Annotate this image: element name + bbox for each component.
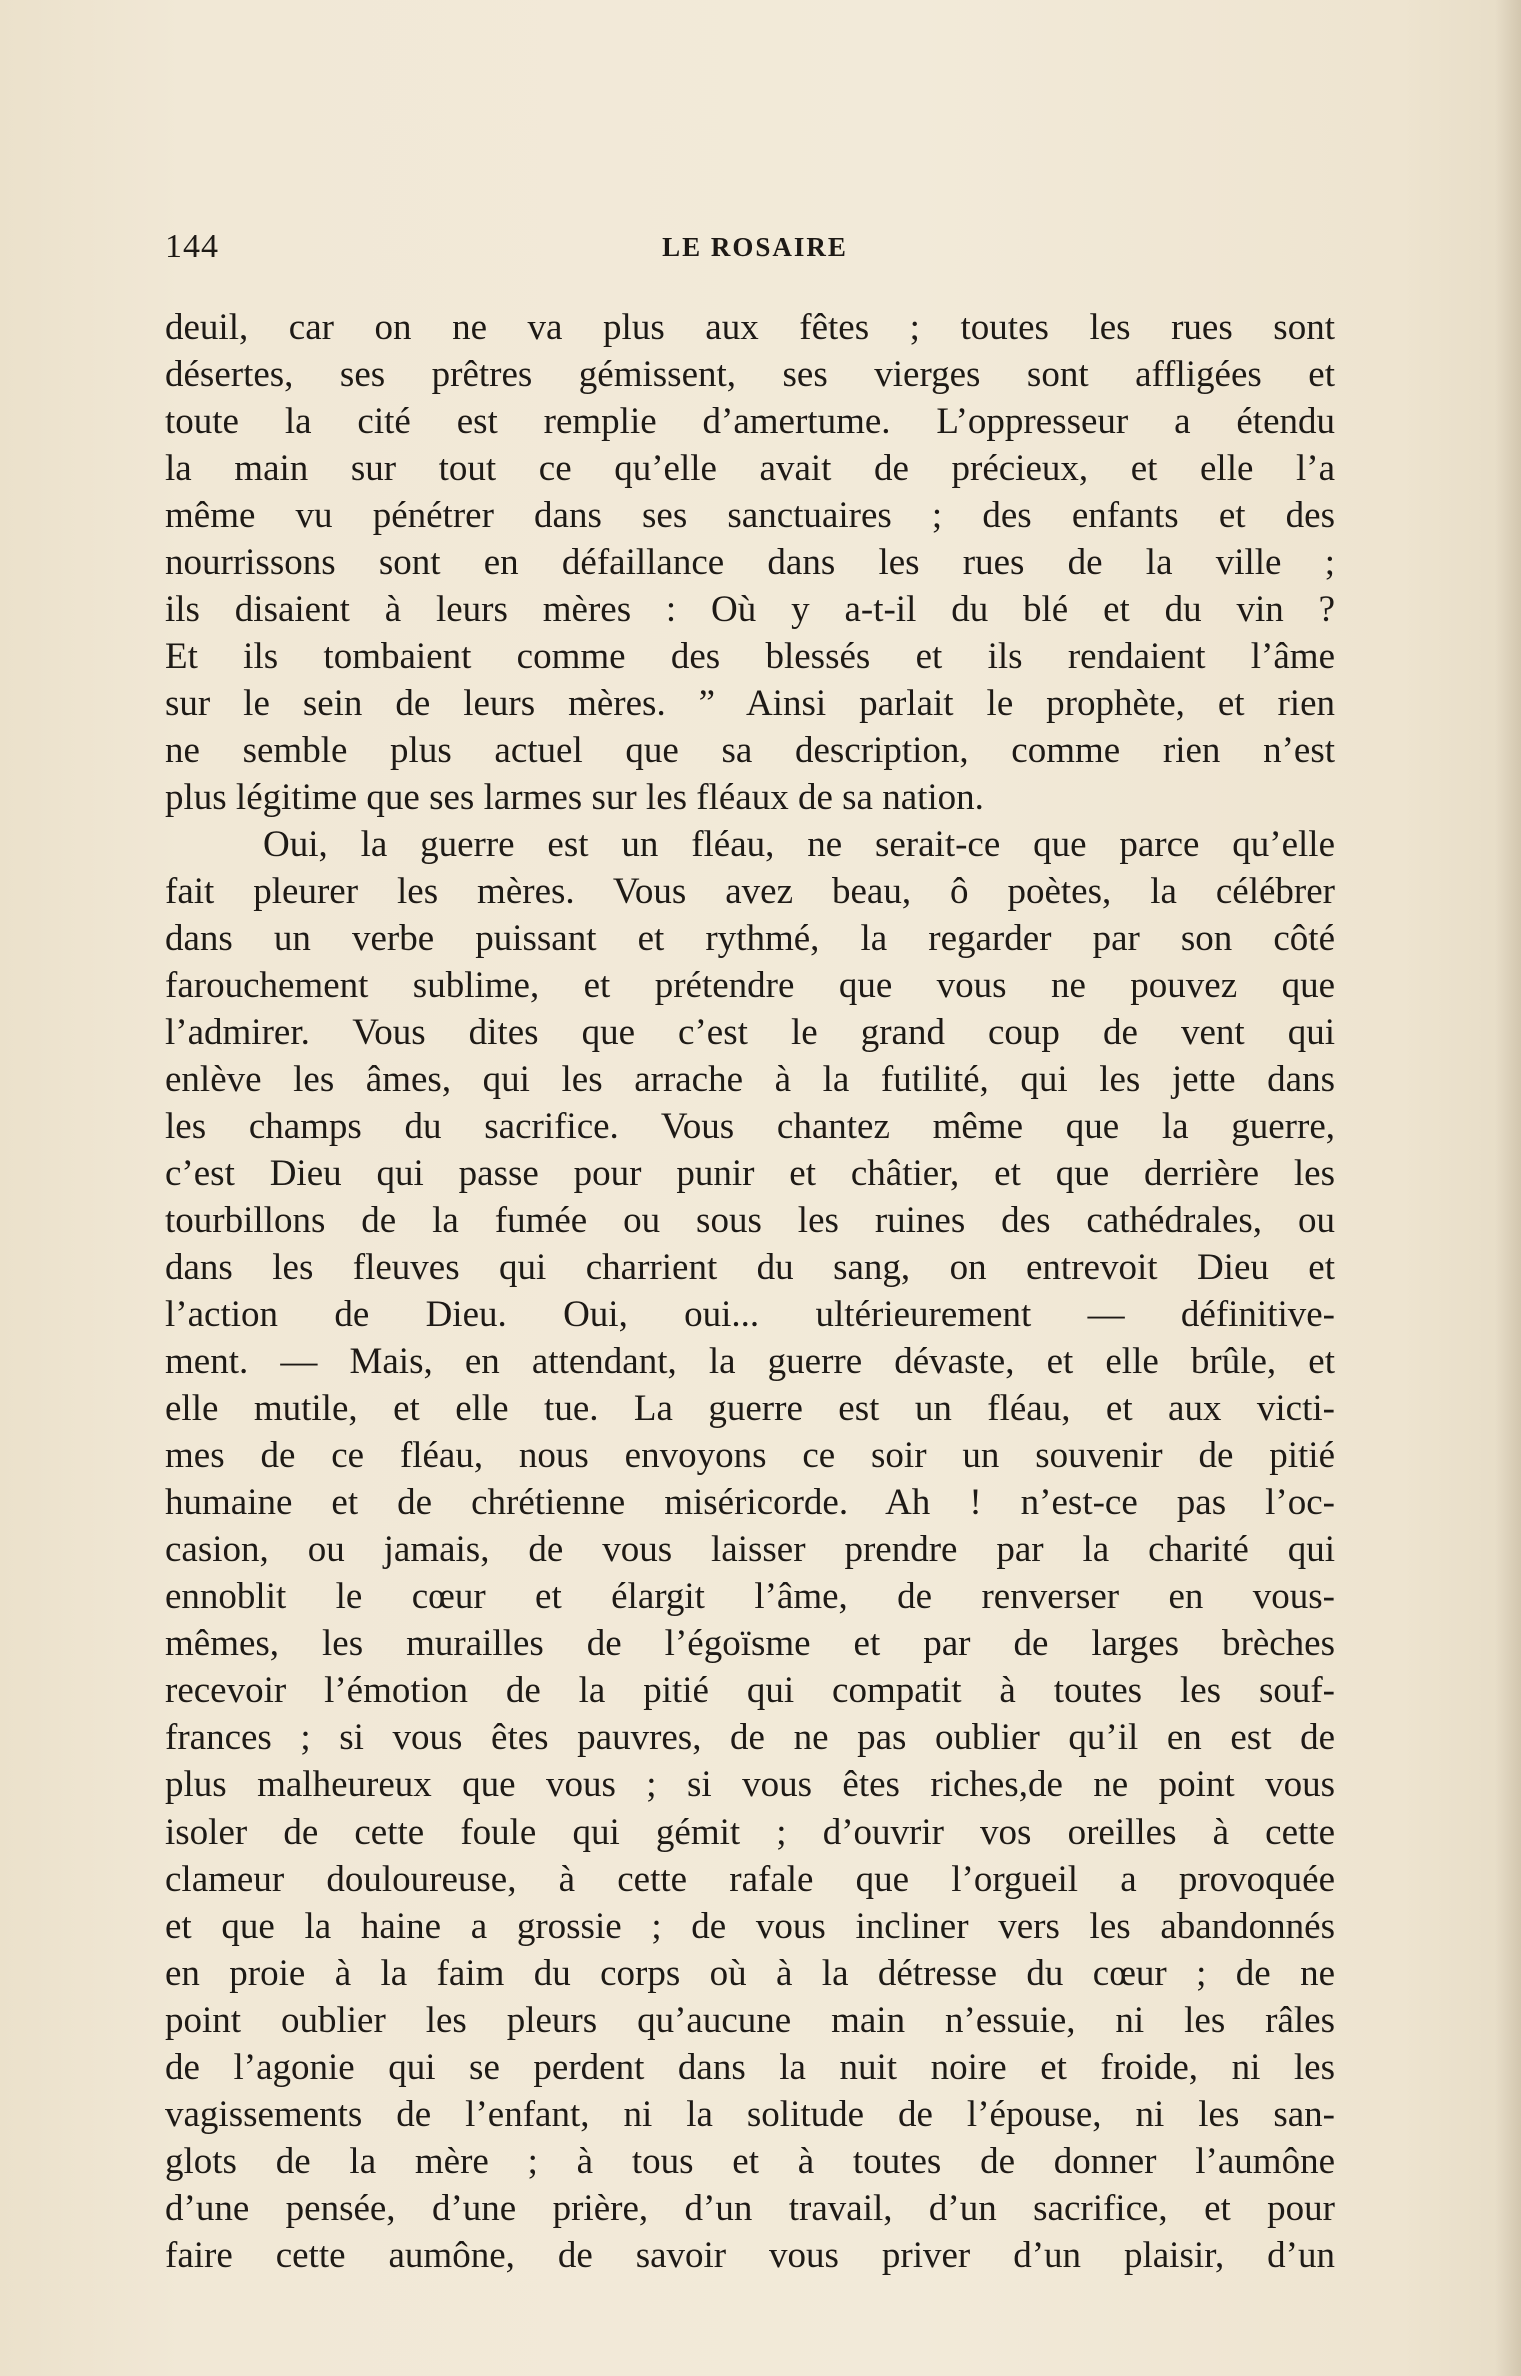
- text-line: même vu pénétrer dans ses sanctuaires ; des enfants et des: [165, 495, 1335, 537]
- page-header: [165, 228, 1345, 278]
- text-line: farouchement sublime, et prétendre que vous ne pouvez que: [165, 965, 1335, 1007]
- text-line: toute la cité est remplie d’amertume. L’oppresseur a étendu: [165, 401, 1335, 443]
- text-line: en proie à la faim du corps où à la détresse du cœur ; de ne: [165, 1952, 1335, 1994]
- text-line: casion, ou jamais, de vous laisser prendre par la charité qui: [165, 1529, 1335, 1571]
- text-line: d’une pensée, d’une prière, d’un travail, d’un sacrifice, et pour: [165, 2187, 1335, 2229]
- text-line: enlève les âmes, qui les arrache à la futilité, qui les jette dans: [165, 1059, 1335, 1101]
- text-line: plus malheureux que vous ; si vous êtes riches,de ne point vous: [165, 1764, 1335, 1806]
- text-line: dans les fleuves qui charrient du sang, on entrevoit Dieu et: [165, 1247, 1335, 1289]
- text-line: point oublier les pleurs qu’aucune main n’essuie, ni les râles: [165, 1999, 1335, 2041]
- running-title: LE ROSAIRE: [662, 232, 848, 262]
- text-line: nourrissons sont en défaillance dans les rues de la ville ;: [165, 542, 1335, 584]
- text-line: recevoir l’émotion de la pitié qui compatit à toutes les souf-: [165, 1670, 1335, 1712]
- body-text: [165, 304, 1335, 2279]
- text-line: l’action de Dieu. Oui, oui... ultérieurement — définitive-: [165, 1294, 1335, 1336]
- text-line: elle mutile, et elle tue. La guerre est un fléau, et aux victi-: [165, 1388, 1335, 1430]
- text-line: et que la haine a grossie ; de vous incliner vers les abandonnés: [165, 1905, 1335, 1947]
- text-line: ils disaient à leurs mères : Où y a-t-il du blé et du vin ?: [165, 589, 1335, 631]
- text-line: sur le sein de leurs mères. ” Ainsi parlait le prophète, et rien: [165, 683, 1335, 725]
- text-line: la main sur tout ce qu’elle avait de précieux, et elle l’a: [165, 448, 1335, 490]
- text-line: plus légitime que ses larmes sur les fléaux de sa nation.: [165, 777, 984, 819]
- text-line: deuil, car on ne va plus aux fêtes ; toutes les rues sont: [165, 307, 1335, 348]
- text-line: ennoblit le cœur et élargit l’âme, de renverser en vous-: [165, 1576, 1335, 1618]
- text-line: humaine et de chrétienne miséricorde. Ah ! n’est-ce pas l’oc-: [165, 1482, 1335, 1524]
- text-line: mêmes, les murailles de l’égoïsme et par de larges brèches: [165, 1623, 1335, 1665]
- text-line: clameur douloureuse, à cette rafale que l’orgueil a provoquée: [165, 1858, 1335, 1900]
- text-line: fait pleurer les mères. Vous avez beau, ô poètes, la célébrer: [165, 871, 1335, 913]
- text-line: dans un verbe puissant et rythmé, la regarder par son côté: [165, 918, 1335, 960]
- text-line: isoler de cette foule qui gémit ; d’ouvrir vos oreilles à cette: [165, 1811, 1335, 1853]
- text-line: mes de ce fléau, nous envoyons ce soir un souvenir de pitié: [165, 1435, 1335, 1477]
- text-line: glots de la mère ; à tous et à toutes de donner l’aumône: [165, 2140, 1335, 2182]
- text-line: vagissements de l’enfant, ni la solitude de l’épouse, ni les san-: [165, 2093, 1335, 2135]
- page-number: 144: [165, 228, 219, 265]
- text-line: de l’agonie qui se perdent dans la nuit noire et froide, ni les: [165, 2046, 1335, 2088]
- text-line: Et ils tombaient comme des blessés et ils rendaient l’âme: [165, 636, 1335, 678]
- text-line: c’est Dieu qui passe pour punir et châtier, et que derrière les: [165, 1153, 1335, 1195]
- text-line: ment. — Mais, en attendant, la guerre dévaste, et elle brûle, et: [165, 1341, 1335, 1383]
- text-line: désertes, ses prêtres gémissent, ses vierges sont affligées et: [165, 354, 1335, 396]
- text-line: faire cette aumône, de savoir vous priver d’un plaisir, d’un: [165, 2234, 1335, 2276]
- text-line: frances ; si vous êtes pauvres, de ne pas oublier qu’il en est de: [165, 1717, 1335, 1759]
- text-line: tourbillons de la fumée ou sous les ruines des cathédrales, ou: [165, 1200, 1335, 1242]
- text-line: les champs du sacrifice. Vous chantez même que la guerre,: [165, 1106, 1335, 1148]
- paragraph-first-line: Oui, la guerre est un fléau, ne serait-ce que parce qu’elle: [263, 824, 1335, 866]
- text-line: ne semble plus actuel que sa description, comme rien n’est: [165, 730, 1335, 772]
- text-line: l’admirer. Vous dites que c’est le grand coup de vent qui: [165, 1012, 1335, 1054]
